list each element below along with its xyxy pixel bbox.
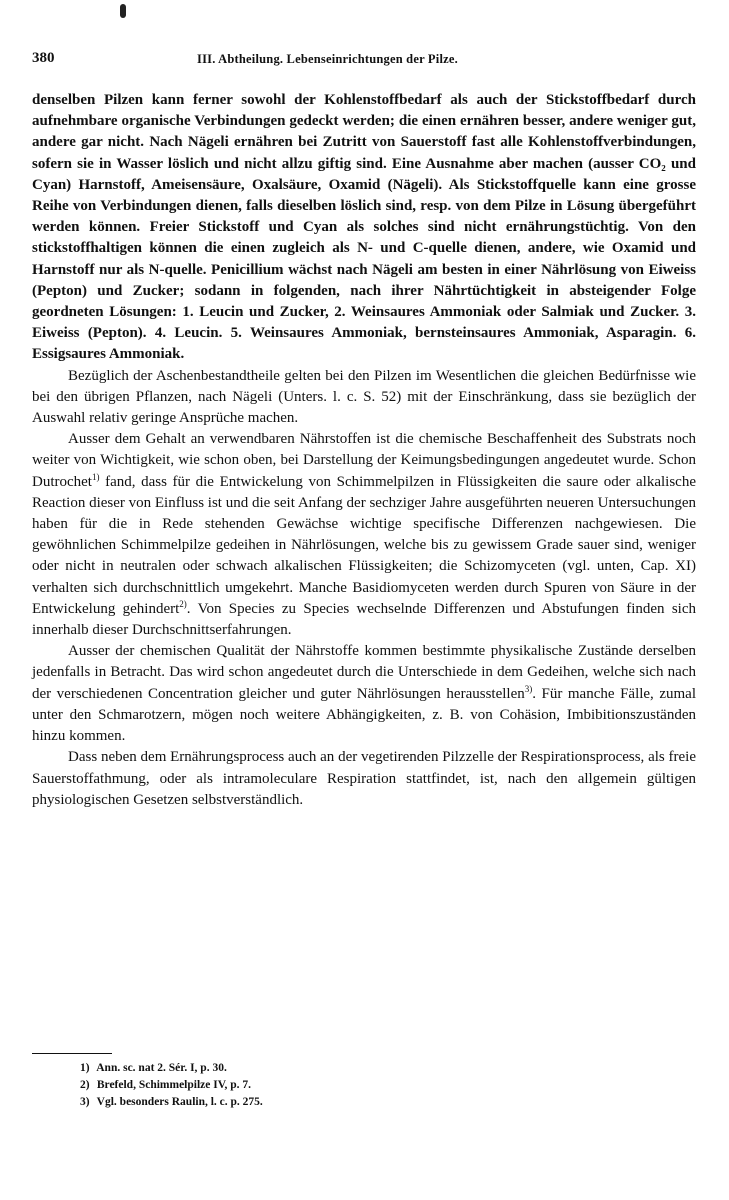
paragraph-text: Ausser dem Gehalt an verwendbaren Nährstoffen ist die chemische Beschaffenheit des Substrats noch weiter von Wichtigkeit, wie schon oben, bei Darstellung der Keimungsbedingungen angedeutet wurde. Schon Dutrochet (32, 431, 696, 490)
footnote-mark: 3) (80, 1096, 90, 1108)
footnote (80, 1077, 680, 1094)
paragraph-substrate-chemistry (32, 429, 696, 641)
footnotes (80, 1060, 680, 1111)
paragraph-text: fand, dass für die Entwickelung von Schimmelpilzen in Flüssigkeiten die saure oder alkalische Reaction dieser von Einfluss ist und die seit Anfang der sechziger Jahre ausgeführten neueren Untersuchungen haben für die in Rede stehenden Gewächse wichtige specifische Differenzen nachgewiesen. Die gewöhnlichen Schimmelpilze gedeihen in Nährlösungen, welche bis zu gewissem Grade sauer sind, weniger oder nicht in neutralen oder schwach alkalischen Flüssigkeiten; die Schizomyceten (vgl. unten, Cap. XI) verhalten sich durchschnittlich umgekehrt. Manche Basidiomyceten werden durch Spuren von Säure in der Entwickelung gehindert (32, 473, 696, 617)
footnote-text: Vgl. besonders Raulin, l. c. p. 275. (96, 1096, 263, 1108)
paragraph-nutrient-sources: denselben Pilzen kann ferner sowohl der Kohlenstoffbedarf als auch der Stickstoffbedarf durch aufnehmbare organische Verbindungen gedeckt werden; die einen ernähren besser, andere weniger gut, andere gar nicht. Nach Nägeli ernähren bei Zutritt von Sauerstoff fast alle Kohlenstoffverbindungen, sofern sie in Wasser löslich und nicht allzu giftig sind. Eine Ausnahme aber machen (ausser CO₂ und Cyan) Harnstoff, Ameisensäure, Oxalsäure, Oxamid (Nägeli). Als Stickstoffquelle kann eine grosse Reihe von Verbindungen dienen, falls dieselben löslich sind, resp. von dem Pilze in Lösung übergeführt werden können. Freier Stickstoff und Cyan als solches sind nicht ernährungstüchtig. Von den stickstoffhaltigen können die einen zugleich als N- und C-quelle dienen, andere, wie Oxamid und Harnstoff nur als N-quelle. Penicillium wächst nach Nägeli am besten in einer Nährlösung von Eiweiss (Pepton) und Zucker; sodann in folgenden, nach ihrer Nährtüchtigkeit in absteigender Folge geordneten Lösungen: 1. Leucin und Zucker, 2. Weinsaures Ammoniak oder Salmiak und Zucker. 3. Eiweiss (Pepton). 4. Leucin. 5. Weinsaures Ammoniak, bernsteinsaures Ammoniak, Asparagin. 6. Essigsaures Ammoniak. (32, 92, 696, 363)
running-title: III. Abtheilung. Lebenseinrichtungen der Pilze. (197, 52, 458, 66)
paragraph-text: . Von Species zu Species wechselnde Differenzen und Abstufungen finden sich innerhalb dieser Durchschnittserfahrungen. (32, 600, 696, 639)
paragraph-text: . Für manche Fälle, zumal unter den Schmarotzern, mögen noch weitere Abhängigkeiten, z. B. von Cohäsion, Imbibitionszuständen hinzu kommen. (32, 685, 696, 745)
page-number: 380 (32, 50, 55, 66)
footnote-ref: 2) (179, 598, 187, 609)
footnote-mark: 1) (80, 1062, 90, 1074)
paragraph-respiration: Dass neben dem Ernährungsprocess auch an der vegetirenden Pilzzelle der Respirationsprocess, als freie Sauerstoffathmung, oder als intramoleculare Respiration stattfindet, ist, nach den allgemein gültigen physiologischen Gesetzen selbstverständlich. (32, 749, 696, 808)
footnote-mark: 2) (80, 1079, 90, 1091)
footnote (80, 1060, 680, 1077)
page-header (32, 50, 692, 70)
footnote-divider (32, 1053, 112, 1054)
paragraph-ash-constituents: Bezüglich der Aschenbestandtheile gelten bei den Pilzen im Wesentlichen die gleichen Bedürfnisse wie bei den übrigen Pflanzen, nach Nägeli (Unters. l. c. S. 52) mit der Einschränkung, dass sie bezüglich der Auswahl relativ geringe Ansprüche machen. (32, 367, 696, 427)
body-text (32, 90, 696, 811)
footnote-text: Ann. sc. nat 2. Sér. I, p. 30. (96, 1062, 227, 1074)
footnote-ref: 1) (91, 471, 100, 482)
footnote-text: Brefeld, Schimmelpilze IV, p. 7. (96, 1079, 252, 1091)
paragraph-physical-state (32, 641, 696, 747)
paragraph-text: Ausser der chemischen Qualität der Nährstoffe kommen bestimmte physikalische Zustände derselben jedenfalls in Betracht. Das wird schon angedeutet durch die Unterschiede in dem Gedeihen, welche sich nach der verschiedenen Concentration gleicher und guter Nährlösungen herausstellen (32, 643, 696, 702)
footnote (80, 1094, 680, 1111)
ink-smudge (120, 4, 126, 18)
footnote-ref: 3) (524, 683, 533, 694)
